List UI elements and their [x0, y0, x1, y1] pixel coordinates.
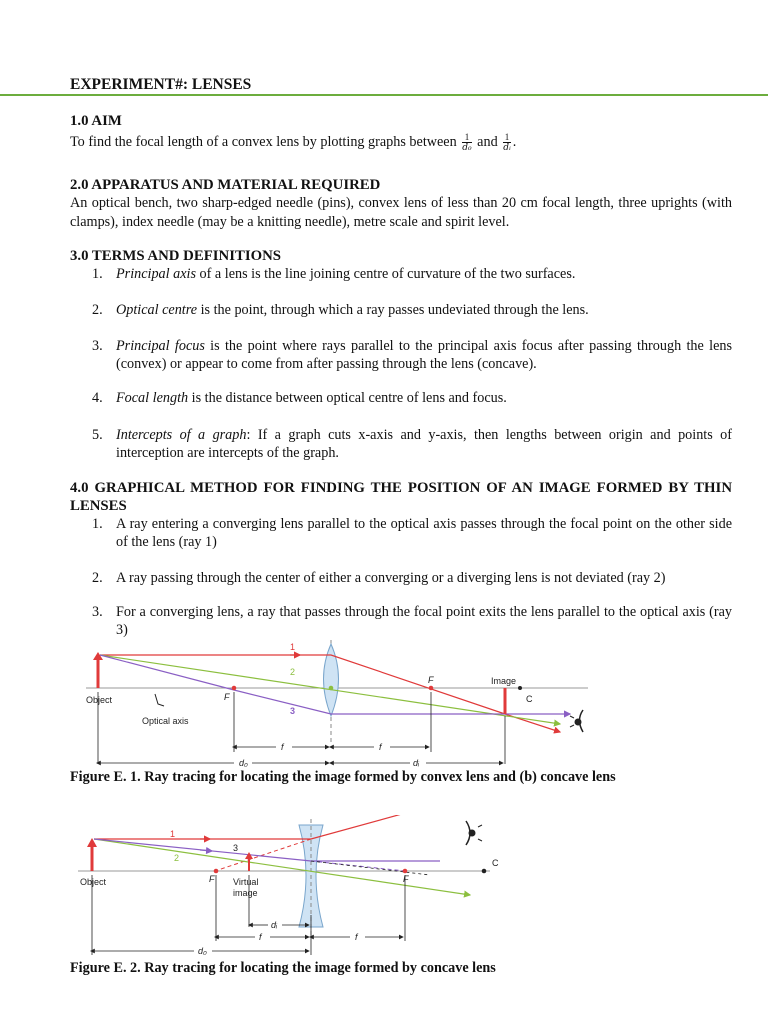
optical-centre-point — [329, 686, 334, 691]
graphical-heading: 4.0 GRAPHICAL METHOD FOR FINDING THE POSITION OF AN IMAGE FORMED BY THIN LENSES — [70, 480, 732, 514]
optical-axis-pointer — [155, 694, 164, 706]
aim-heading: 1.0 AIM — [70, 113, 122, 129]
apparatus-text: An optical bench, two sharp-edged needle (pins), convex lens of less than 20 cm focal length, three uprights (with clamps), index needle (may be a knitting needle), metre scale and spirit level. — [70, 195, 732, 230]
f-label-left: f — [281, 742, 284, 752]
item-number: 1. — [92, 516, 103, 532]
curvature-c-label: C — [526, 694, 533, 704]
fraction-1-over-di — [503, 132, 511, 153]
object-label: Object — [80, 877, 107, 887]
d0-label: d₀ — [198, 946, 207, 956]
frac1-numerator: 1 — [462, 132, 471, 143]
term-name: Optical centre — [116, 302, 198, 318]
aim-period: . — [512, 133, 517, 150]
focal-point-right — [403, 869, 408, 874]
term-definition: is the point where rays parallel to the principal axis focus after passing through the lens (convex) or appear to come from after passing through the lens (concave). — [116, 338, 732, 372]
figure-1-caption: Figure E. 1. Ray tracing for locating the image formed by convex lens and (b) concave lens — [70, 769, 616, 785]
term-definition: is the distance between optical centre of lens and focus. — [188, 390, 507, 406]
focal-left-label: F — [224, 692, 230, 702]
term-definition: : If a graph cuts x-axis and y-axis, then lengths between origin and points of interception are intercepts of the graph. — [116, 427, 732, 461]
term-item-4 — [92, 389, 732, 407]
eye-icon — [570, 710, 583, 732]
ray-2-label: 2 — [290, 667, 296, 677]
term-name: Focal length — [116, 390, 189, 406]
frac1-denominator: d₀ — [462, 143, 472, 153]
virtual-image-label-2: image — [233, 888, 258, 898]
term-item-2 — [92, 301, 732, 319]
ray-1 — [94, 815, 420, 839]
frac2-numerator: 1 — [504, 132, 510, 142]
term-name: Principal axis — [116, 266, 196, 282]
frac2-denominator: dᵢ — [503, 143, 511, 153]
focal-point-left — [232, 686, 237, 691]
focal-point-right — [429, 686, 434, 691]
di-label: dᵢ — [271, 920, 278, 930]
term-number: 1. — [92, 266, 103, 282]
aim-text-before: To find the focal length of a convex lens by plotting graphs between — [70, 133, 457, 150]
aim-text — [70, 132, 732, 153]
object-label: Object — [86, 695, 113, 705]
focal-point-left — [214, 869, 219, 874]
item-number: 3. — [92, 604, 103, 620]
ray-2 — [94, 839, 470, 895]
graphical-item-3 — [92, 603, 732, 639]
aim-and: and — [477, 133, 498, 150]
virtual-image-label-1: Virtual — [233, 877, 259, 887]
ray-1-virtual — [215, 839, 311, 871]
f-label-right: f — [379, 742, 382, 752]
convex-lens-ray-diagram — [0, 636, 768, 770]
page-title: EXPERIMENT#: LENSES — [70, 76, 252, 93]
focal-left-label: F — [209, 874, 215, 884]
term-number: 4. — [92, 390, 103, 406]
di-label: dᵢ — [413, 758, 420, 768]
term-item-1 — [92, 265, 732, 283]
focal-right-label: F — [403, 874, 409, 884]
curvature-point-c — [518, 686, 522, 690]
term-item-5 — [92, 426, 732, 462]
term-definition: of a lens is the line joining centre of curvature of the two surfaces. — [196, 266, 576, 282]
term-name: Principal focus — [116, 338, 205, 354]
terms-heading: 3.0 TERMS AND DEFINITIONS — [70, 248, 282, 264]
ray-1-label: 1 — [290, 642, 296, 652]
concave-lens-ray-diagram — [0, 815, 768, 960]
ray-2-label: 2 — [174, 853, 180, 863]
eye-icon — [466, 821, 482, 845]
ray-3-label: 3 — [233, 843, 239, 853]
ray-3-label: 3 — [290, 706, 296, 716]
item-text: A ray passing through the center of either a converging or a diverging lens is not deviated (ray 2) — [116, 570, 666, 586]
optical-axis-label: Optical axis — [142, 716, 189, 726]
fraction-1-over-d0 — [462, 132, 471, 153]
ray-3 — [94, 839, 440, 861]
item-text: For a converging lens, a ray that passes through the focal point exits the lens parallel to the optical axis (ray 3) — [116, 604, 732, 638]
d0-label: d₀ — [239, 758, 248, 768]
focal-right-label: F — [428, 675, 434, 685]
ray-1-label: 1 — [170, 829, 176, 839]
term-number: 5. — [92, 427, 103, 443]
f-label-left: f — [259, 932, 262, 942]
term-item-3 — [92, 337, 732, 373]
term-definition: is the point, through which a ray passes undeviated through the lens. — [197, 302, 589, 318]
title-divider — [0, 94, 768, 96]
image-label: Image — [491, 676, 517, 686]
graphical-item-1 — [92, 515, 732, 551]
f-label-right: f — [355, 932, 358, 942]
curvature-point-c — [482, 869, 487, 874]
apparatus-heading: 2.0 APPARATUS AND MATERIAL REQUIRED — [70, 177, 381, 193]
curvature-c-label: C — [492, 858, 499, 868]
graphical-item-2 — [92, 569, 732, 587]
item-number: 2. — [92, 570, 103, 586]
term-number: 2. — [92, 302, 103, 318]
figure-2-caption: Figure E. 2. Ray tracing for locating the image formed by concave lens — [70, 960, 496, 976]
term-name: Intercepts of a graph — [116, 427, 247, 443]
term-number: 3. — [92, 338, 103, 354]
item-text: A ray entering a converging lens parallel to the optical axis passes through the focal point on the other side of the lens (ray 1) — [116, 516, 732, 550]
